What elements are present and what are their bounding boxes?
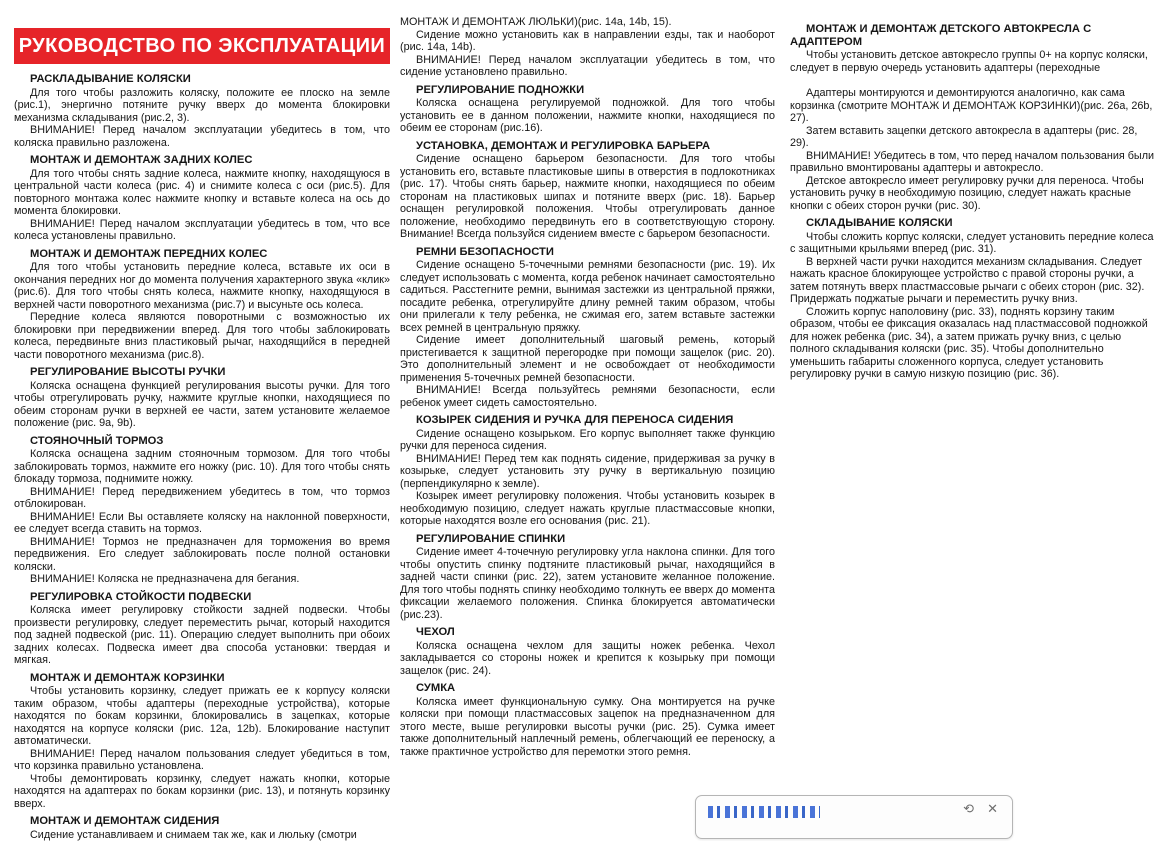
section-paragraphs [14,168,390,243]
paragraph: Затем вставить зацепки детского автокресла в адаптеры (рис. 28, 29). [790,125,1158,150]
paragraph: ВНИМАНИЕ! Перед началом пользования следует убедиться в том, что корзинка правильно установлена. [14,748,390,773]
paragraph: Для того чтобы установить передние колеса, вставьте их оси в окончания передних ног до момента получения характерного звука «клик» (рис.6). Для того чтобы снять колеса, нажмите кнопку, находящуюся в верхней части поворотного механизма (рис.7) и высуньте ось колеса. [14,261,390,311]
paragraph: Сидение оснащено козырьком. Его корпус выполняет также функцию ручки для переноса сидения. [400,428,775,453]
paragraph: Передние колеса являются поворотными с возможностью их блокировки при передвижении вперед. Для того чтобы заблокировать колеса, передвиньте вниз пластиковый рычаг, находящийся в передней части поворотного механизма (рис.8). [14,311,390,361]
section-heading: СТОЯНОЧНЫЙ ТОРМОЗ [14,435,390,448]
section-heading: СУМКА [400,682,775,695]
paragraph: ВНИМАНИЕ! Убедитесь в том, что перед началом пользования были правильно вмонтированы адаптеры и автокресло. [790,150,1158,175]
paragraph: Коляска оснащена функцией регулирования высоты ручки. Для того чтобы отрегулировать ручку, нажмите круглые кнопки, находящиеся по обеим сторонам ручки в верхней ее части, затем установите желаемое положение (рис. 9a, 9b). [14,380,390,430]
paragraph: ВНИМАНИЕ! Если Вы оставляете коляску на наклонной поверхности, ее следует всегда ставить на тормоз. [14,511,390,536]
section-paragraphs [14,261,390,361]
section-paragraphs [14,685,390,810]
section-heading: КОЗЫРЕК СИДЕНИЯ И РУЧКА ДЛЯ ПЕРЕНОСА СИДЕНИЯ [400,414,775,427]
paragraph: Коляска оснащена задним стояночным тормозом. Для того чтобы заблокировать тормоз, нажмите его ножку (рис. 10). Для того чтобы снять блокаду тормоза, поднимите ножку. [14,448,390,486]
section [400,533,775,622]
paragraph: В верхней части ручки находится механизм складывания. Следует нажать красное блокирующее устройство с правой стороны ручки, а затем потянуть вверх пластмассовые рычаги с обеих сторон (рис. 32). Придержать поджатые рычаги и переместить ручку вниз. [790,256,1158,306]
section-heading: РАСКЛАДЫВАНИЕ КОЛЯСКИ [14,73,390,86]
section-paragraphs [400,428,775,528]
paragraph: Сидение оснащено барьером безопасности. Для того чтобы установить его, вставьте пластиковые шипы в отверстия в подлокотниках (рис. 17). Чтобы снять барьер, нажмите кнопки, находящиеся по обеим сторонам на пластиковых шипах и потяните вверх (рис. 18). Барьер оснащен регулировкой положения. Чтобы отрегулировать данное положение, необходимо передвинуть его в соответствующую сторону. Внимание! Всегда пользуйся сидением вместе с барьером безопасности. [400,153,775,241]
section [400,140,775,241]
section [14,366,390,430]
section [14,435,390,586]
paragraph: Сидение можно установить как в направлении езды, так и наоборот (рис. 14a, 14b). [400,29,775,54]
section [400,246,775,410]
section-paragraphs [400,97,775,135]
paragraph: Чтобы установить корзинку, следует прижать ее к корпусу коляски таким образом, чтобы адаптеры (переходные устройства), которые находятся по бокам корзинки, блокировались в зацепках, которые находятся на корпусе коляски (рис. 12a, 12b). Блокирование наступит автоматически. [14,685,390,748]
paragraph: Сидение устанавливаем и снимаем так же, как и люльку (смотри [14,829,390,841]
section-heading: МОНТАЖ И ДЕМОНТАЖ КОРЗИНКИ [14,672,390,685]
paragraph: Сидение имеет 4-точечную регулировку угла наклона спинки. Для того чтобы опустить спинку подтяните пластиковый рычаг, находящийся в задней части спинки (рис. 22), затем установите желанное положение. Для того чтобы поднять спинку необходимо толкнуть ее вверх до момента фиксации желаемого положения. Спинка блокируется автоматически (рис.23). [400,546,775,621]
section [14,815,390,841]
section [14,672,390,811]
section [14,248,390,362]
section-paragraphs [14,448,390,586]
section-paragraphs [14,87,390,150]
section-paragraphs [14,829,390,841]
paragraph: Сложить корпус наполовину (рис. 33), поднять корзину таким образом, чтобы ее фиксация оказалась над пластмассовой подножкой для ножек ребенка (рис. 34), а затем прижать ручку вниз, с целью полного складывания коляски (рис. 35). Чтобы дополнительно уменьшить габариты сложенного корпуса, следует установить регулировку ручки в самую низкую позицию (рис. 36). [790,306,1158,381]
page-title: РУКОВОДСТВО ПО ЭКСПЛУАТАЦИИ [19,35,385,58]
paragraph: ВНИМАНИЕ! Тормоз не предназначен для торможения во время передвижения. Его следует заблокировать после полной остановки коляски. [14,536,390,574]
section-heading: УСТАНОВКА, ДЕМОНТАЖ И РЕГУЛИРОВКА БАРЬЕРА [400,140,775,153]
section-heading: РЕМНИ БЕЗОПАСНОСТИ [400,246,775,259]
section-paragraphs [14,604,390,667]
section-heading: СКЛАДЫВАНИЕ КОЛЯСКИ [790,217,1158,230]
paragraph: ВНИМАНИЕ! Всегда пользуйтесь ремнями безопасности, если ребенок умеет сидеть самостоятельно. [400,384,775,409]
section-paragraphs [14,380,390,430]
section-heading: МОНТАЖ И ДЕМОНТАЖ ЗАДНИХ КОЛЕС [14,154,390,167]
section-heading: РЕГУЛИРОВАНИЕ ВЫСОТЫ РУЧКИ [14,366,390,379]
column [790,0,1158,381]
section-paragraphs [790,231,1158,381]
paragraph: ВНИМАНИЕ! Перед передвижением убедитесь в том, что тормоз отблокирован. [14,486,390,511]
section-paragraphs [400,259,775,409]
section [400,16,775,79]
paragraph: Чтобы установить детское автокресло группы 0+ на корпус коляски, следует в первую очередь установить адаптеры (переходные [790,49,1158,74]
paragraph: Чтобы демонтировать корзинку, следует нажать кнопки, которые находятся на адаптерах по бокам корзинки (рис. 13), и потянуть корзинку вверх. [14,773,390,811]
section [400,626,775,677]
bottom-popup-bar[interactable] [695,795,1013,839]
section-heading: РЕГУЛИРОВАНИЕ ПОДНОЖКИ [400,84,775,97]
section-paragraphs [400,153,775,241]
paragraph: МОНТАЖ И ДЕМОНТАЖ ЛЮЛЬКИ)(рис. 14a, 14b, 15). [400,16,775,29]
paragraph: ВНИМАНИЕ! Перед тем как поднять сидение, придерживая за ручку в козырьке, следует установить эту ручку в вертикальную позицию (перпендикулярно к земле). [400,453,775,491]
close-icon[interactable]: ✕ [987,802,998,815]
paragraph: ВНИМАНИЕ! Перед началом эксплуатации убедитесь в том, что коляска правильно разложена. [14,124,390,149]
paragraph: ВНИМАНИЕ! Перед началом эксплуатации убедитесь в том, что все колеса установлены правильно. [14,218,390,243]
paragraph: Сидение имеет дополнительный шаговый ремень, который пристегивается к защитной перегородке при помощи защелок (рис. 20). Это дополнительный элемент и не освобождает от необходимости применения 5-точечных ремней безопасности. [400,334,775,384]
paragraph: Козырек имеет регулировку положения. Чтобы установить козырек в необходимую позицию, следует нажать круглые пластмассовые кнопки, которые находятся возле его основания (рис. 21). [400,490,775,528]
paragraph: Детское автокресло имеет регулировку ручки для переноса. Чтобы установить ручку в необходимую позицию, следует нажать красные кнопки с обеих сторон ручки (рис. 30). [790,175,1158,213]
paragraph: Коляска оснащена чехлом для защиты ножек ребенка. Чехол закладывается со стороны ножек и крепится к козырьку при помощи защелок (рис. 24). [400,640,775,678]
section-heading: МОНТАЖ И ДЕМОНТАЖ СИДЕНИЯ [14,815,390,828]
column [400,0,775,758]
paragraph: Коляска оснащена регулируемой подножкой. Для того чтобы установить ее в данном положении, нажмите кнопки, находящиеся по обеим ее сторонам (рис.16). [400,97,775,135]
section [400,682,775,758]
section-heading: ЧЕХОЛ [400,626,775,639]
refresh-icon[interactable]: ⟲ [963,802,974,815]
section [14,591,390,667]
section-heading: РЕГУЛИРОВАНИЕ СПИНКИ [400,533,775,546]
section [400,84,775,135]
section-heading: МОНТАЖ И ДЕМОНТАЖ ДЕТСКОГО АВТОКРЕСЛА С АДАПТЕРОМ [790,23,1158,48]
paragraph: Чтобы сложить корпус коляски, следует установить передние колеса с защитными крыльями вперед (рис. 31). [790,231,1158,256]
section-paragraphs [400,640,775,678]
section [400,414,775,528]
section-paragraphs [400,696,775,759]
section [14,73,390,149]
section [790,217,1158,381]
section-heading: РЕГУЛИРОВКА СТОЙКОСТИ ПОДВЕСКИ [14,591,390,604]
section [14,154,390,243]
popup-link-text[interactable] [708,806,820,818]
section-paragraphs [400,546,775,621]
paragraph: Адаптеры монтируются и демонтируются аналогично, как сама корзинка (смотрите МОНТАЖ И ДЕМОНТАЖ КОРЗИНКИ)(рис. 26a, 26b, 27). [790,87,1158,125]
section-paragraphs [400,16,775,79]
paragraph: ВНИМАНИЕ! Коляска не предназначена для бегания. [14,573,390,586]
paragraph: Для того чтобы разложить коляску, положите ее плоско на земле (рис.1), энергично потяните ручку вверх до момента блокировки механизма складывания (рис.2, 3). [14,87,390,125]
section-paragraphs [790,49,1158,212]
paragraph: ВНИМАНИЕ! Перед началом эксплуатации убедитесь в том, что сидение установлено правильно. [400,54,775,79]
column [14,0,390,841]
paragraph: Для того чтобы снять задние колеса, нажмите кнопку, находящуюся в центральной части колеса (рис. 4) и снимите колеса с оси (рис.5). Для повторного монтажа колес нажмите кнопку и вставьте колеса на ось до момента блокировки. [14,168,390,218]
section [790,23,1158,212]
paragraph: Коляска имеет регулировку стойкости задней подвески. Чтобы произвести регулировку, следует переместить рычаг, который находится под задней подвеской (рис. 11). Операцию следует выполнить при обоих задних колесах. Подвеска имеет два способа установки: твердая и мягкая. [14,604,390,667]
section-heading: МОНТАЖ И ДЕМОНТАЖ ПЕРЕДНИХ КОЛЕС [14,248,390,261]
paragraph: Сидение оснащено 5-точечными ремнями безопасности (рис. 19). Их следует использовать с момента, когда ребенок начинает самостоятельно садиться. Расстегните ремни, вынимая застежки из центральной пряжки, посадите ребенка, отрегулируйте длину ремней таким образом, чтобы они прилегали к телу ребенка, не сжимая его, затем вставьте застежки всех ремней в центральную пряжку. [400,259,775,334]
paragraph: Коляска имеет функциональную сумку. Она монтируется на ручке коляски при помощи пластмассовых зацепок на предназначенном для этого месте, выше регулировки высоты ручки (рис. 25). Сумка имеет также дополнительный наплечный ремень, облегчающий ее переноску, а также практичное устройство для перемотки этого ремня. [400,696,775,759]
